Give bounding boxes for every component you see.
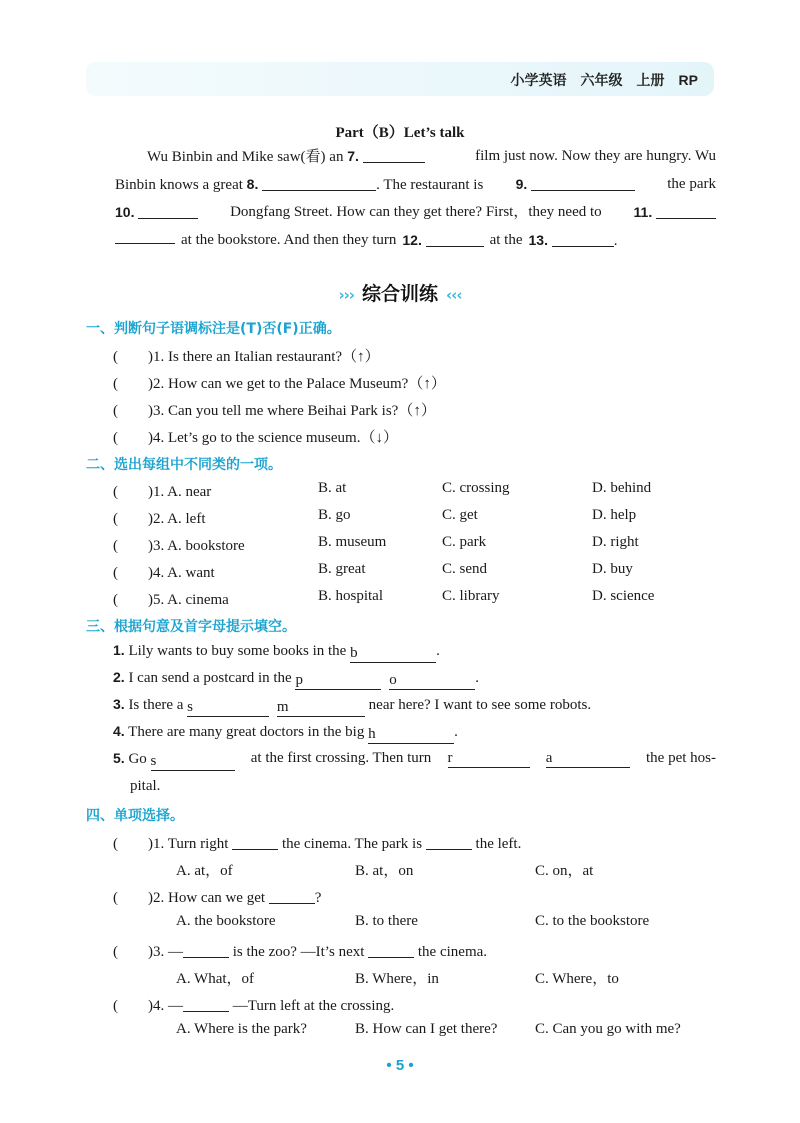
- q4-2-option-b[interactable]: B. to there: [355, 913, 418, 929]
- q3-5-blank-b[interactable]: r: [448, 750, 530, 768]
- para-line-1: Wu Binbin and Mike saw(看) an 7. film just now. Now they are hungry. Wu: [147, 148, 716, 165]
- chevron-right-icon: ›››: [338, 286, 354, 304]
- q3-2-blank-b[interactable]: o: [389, 672, 475, 690]
- q3-sentence-4: 4. There are many great doctors in the big h .: [113, 723, 458, 742]
- blank-13[interactable]: [552, 230, 614, 247]
- q2-4-b[interactable]: B. great: [318, 561, 366, 577]
- header-band: [86, 62, 714, 96]
- q4-3-option-c[interactable]: C. Where，to: [535, 971, 619, 987]
- q4-3-blank-b[interactable]: [368, 940, 414, 958]
- q2-2-d[interactable]: D. help: [592, 507, 637, 523]
- q4-3-option-a[interactable]: A. What，of: [176, 971, 255, 987]
- q2-heading: 二、选出每组中不同类的一项。: [86, 457, 282, 473]
- q3-heading: 三、根据句意及首字母提示填空。: [86, 619, 296, 635]
- q4-3-blank-a[interactable]: [183, 940, 229, 958]
- q2-2-c[interactable]: C. get: [442, 507, 478, 523]
- q4-4-blank[interactable]: [183, 994, 229, 1012]
- q2-1-a[interactable]: ( )1. A. near: [113, 484, 212, 500]
- page-number: • 5 •: [386, 1057, 414, 1074]
- q4-2-option-a[interactable]: A. the bookstore: [176, 913, 276, 929]
- q3-5-blank-a[interactable]: s: [151, 753, 235, 771]
- q4-1-blank-b[interactable]: [426, 832, 472, 850]
- q2-1-d[interactable]: D. behind: [592, 480, 652, 496]
- q1-item-4[interactable]: ( )4. Let’s go to the science museum.（↓）: [113, 430, 398, 446]
- q1-heading: 一、判断句子语调标注是(T)否(F)正确。: [86, 321, 341, 337]
- q2-4-a[interactable]: ( )4. A. want: [113, 565, 215, 581]
- q3-3-blank-b[interactable]: m: [277, 699, 365, 717]
- q3-3-blank-a[interactable]: s: [187, 699, 269, 717]
- part-b-title: Part（B）Let’s talk: [335, 125, 465, 141]
- q4-1-option-c[interactable]: C. on，at: [535, 863, 594, 879]
- blank-7[interactable]: [363, 146, 425, 163]
- blank-9[interactable]: [531, 174, 635, 191]
- q4-question-3: ( )3. — is the zoo? —It’s next the cinema.: [113, 940, 487, 961]
- q3-4-blank[interactable]: h: [368, 726, 454, 744]
- header-text: 小学英语 六年级 上册 RP: [510, 72, 698, 88]
- q3-2-blank-a[interactable]: p: [295, 672, 381, 690]
- q2-1-b[interactable]: B. at: [318, 480, 347, 496]
- q2-3-d[interactable]: D. right: [592, 534, 639, 550]
- q4-4-option-b[interactable]: B. How can I get there?: [355, 1021, 498, 1037]
- q2-2-a[interactable]: ( )2. A. left: [113, 511, 206, 527]
- q3-sentence-5-cont: pital.: [130, 778, 161, 794]
- q4-2-option-c[interactable]: C. to the bookstore: [535, 913, 650, 929]
- section-heading: ››› 综合训练 ‹‹‹: [338, 283, 462, 305]
- q4-question-4: ( )4. — —Turn left at the crossing.: [113, 994, 394, 1015]
- q2-3-c[interactable]: C. park: [442, 534, 487, 550]
- q2-5-b[interactable]: B. hospital: [318, 588, 384, 604]
- q4-4-option-a[interactable]: A. Where is the park?: [176, 1021, 307, 1037]
- chevron-left-icon: ‹‹‹: [446, 286, 462, 304]
- q4-heading: 四、单项选择。: [86, 808, 184, 824]
- q3-sentence-1: 1. Lily wants to buy some books in the b .: [113, 642, 440, 661]
- q2-5-d[interactable]: D. science: [592, 588, 655, 604]
- q1-item-2[interactable]: ( )2. How can we get to the Palace Museum?（↑）: [113, 376, 446, 392]
- q4-2-blank[interactable]: [269, 886, 315, 904]
- q2-1-c[interactable]: C. crossing: [442, 480, 510, 496]
- q4-1-option-a[interactable]: A. at，of: [176, 863, 233, 879]
- q4-1-option-b[interactable]: B. at，on: [355, 863, 414, 879]
- q2-4-d[interactable]: D. buy: [592, 561, 633, 577]
- blank-11a[interactable]: [656, 202, 716, 219]
- q4-1-blank-a[interactable]: [232, 832, 278, 850]
- para-line-4: at the bookstore. And then they turn 12. at the 13. .: [115, 227, 716, 255]
- q2-5-a[interactable]: ( )5. A. cinema: [113, 592, 229, 608]
- para-line-2: Binbin knows a great 8. . The restaurant is 9. the park: [115, 176, 716, 193]
- blank-12[interactable]: [426, 230, 484, 247]
- q2-3-a[interactable]: ( )3. A. bookstore: [113, 538, 245, 554]
- q1-item-1[interactable]: ( )1. Is there an Italian restaurant?（↑）: [113, 349, 380, 365]
- q1-item-3[interactable]: ( )3. Can you tell me where Beihai Park is?（↑）: [113, 403, 436, 419]
- q2-3-b[interactable]: B. museum: [318, 534, 387, 550]
- blank-10[interactable]: [138, 202, 198, 219]
- q3-1-blank[interactable]: b: [350, 645, 436, 663]
- blank-8[interactable]: [262, 174, 376, 191]
- q4-3-option-b[interactable]: B. Where，in: [355, 971, 439, 987]
- q3-sentence-5: 5. Go s at the first crossing. Then turn r a the pet hos-: [113, 750, 716, 769]
- q4-question-1: ( )1. Turn right the cinema. The park is the left.: [113, 832, 521, 853]
- q2-5-c[interactable]: C. library: [442, 588, 500, 604]
- part-b-paragraph: [115, 143, 716, 255]
- q2-2-b[interactable]: B. go: [318, 507, 351, 523]
- q2-4-c[interactable]: C. send: [442, 561, 487, 577]
- blank-11b[interactable]: [115, 227, 175, 244]
- q4-question-2: ( )2. How can we get ?: [113, 886, 321, 907]
- q3-5-blank-c[interactable]: a: [546, 750, 630, 768]
- q4-4-option-c[interactable]: C. Can you go with me?: [535, 1021, 681, 1037]
- q3-sentence-3: 3. Is there a s m near here? I want to see some robots.: [113, 696, 592, 715]
- para-line-3: 10. Dongfang Street. How can they get there? First，they need to 11.: [115, 199, 716, 227]
- q3-sentence-2: 2. I can send a postcard in the p o .: [113, 669, 479, 688]
